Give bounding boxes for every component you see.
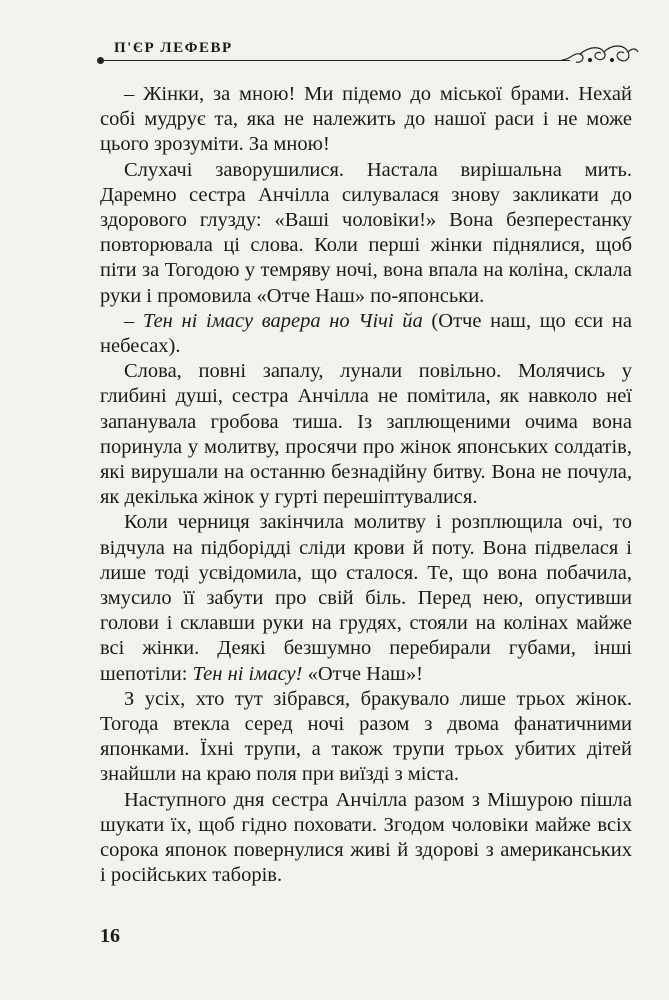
paragraph [100,158,632,309]
text-run: Слова, повні запалу, лунали повільно. Молячись у глибині душі, сестра Анчілла не помітила, як навколо неї запанувала гробова тиша. Із заплющеними очима вона поринула у молитву, просячи про жінок японських солдатів, які вирушали на останню безнадійну битву. Вона не почула, як декілька жінок у гурті перешіптувалися. [100,360,632,509]
paragraph [100,309,632,359]
header-author: П'ЄР ЛЕФЕВР [114,40,233,56]
running-header [100,38,640,68]
text-run: Слухачі заворушилися. Настала вирішальна мить. Даремно сестра Анчілла силувалася знову закликати до здорового глузду: «Ваші чоловіки!» Вона безперестанку повторювала ці слова. Коли перші жінки піднялися, щоб піти за Тогодою у темряву ночі, вона впала на коліна, склала руки і промовила «Отче Наш» по-японськи. [100,158,632,307]
text-run: «Отче Наш»! [302,662,423,685]
text-run: Наступного дня сестра Анчілла разом з Мішурою пішла шукати їх, щоб гідно поховати. Згодом чоловіки майже всіх сорока японок повернулися живі й здорові з американських і російських таборів. [100,788,632,887]
italic-text: Тен ні імасу варера но Чічі йа [142,309,423,332]
flourish-ornament-icon [560,40,640,68]
text-run: З усіх, хто тут зібрався, бракувало лише трьох жінок. Тогода втекла серед ночі разом з двома фанатичними японками. Їхні трупи, а також трупи трьох убитих дітей знайшли на краю поля при виїзді з міста. [100,687,632,786]
paragraph [100,82,632,158]
paragraph [100,359,632,510]
paragraph [100,510,632,686]
text-run: Коли черниця закінчила молитву і розплющила очі, то відчула на підборідді сліди крови й поту. Вона підвелася і лише тоді усвідомила, що сталося. Те, що вона побачила, змусило її забути про свій біль. Перед нею, опустивши голови і склавши руки на грудях, стояли на колінах майже всі жінки. Деякі безшумно перебирали губами, інші шепотіли: [100,511,632,685]
paragraph [100,788,632,889]
italic-text: Тен ні імасу! [192,662,303,685]
header-rule [100,60,570,61]
text-run: – Жінки, за мною! Ми підемо до міської брами. Нехай собі мудрує та, яка не належить до нашої раси і не може цього зрозуміти. За мною! [100,83,632,156]
page-number: 16 [100,925,120,947]
text-run: – [124,309,143,332]
paragraph [100,687,632,788]
body-text [100,82,632,889]
text-run: (Отче наш, що єси на небесах). [100,309,633,358]
